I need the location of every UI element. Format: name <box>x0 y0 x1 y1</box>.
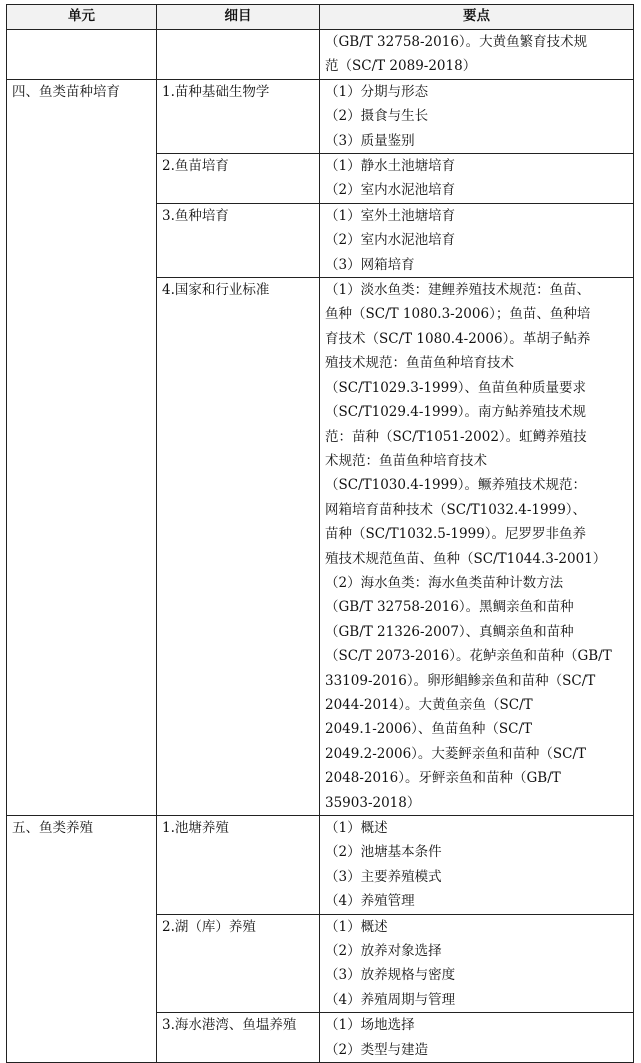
point-line: 殖技术规范：鱼苗鱼种培育技术 <box>325 355 514 372</box>
item-title: 3.鱼种培育 <box>162 207 229 224</box>
table-body <box>7 30 634 1063</box>
point-line: （3）放养规格与密度 <box>325 967 456 984</box>
points-cell <box>320 203 634 277</box>
header-item: 细目 <box>157 5 320 30</box>
item-title: 2.鱼苗培育 <box>162 158 229 175</box>
point-line: 育技术（SC/T 1080.4-2006）。革胡子鲇养 <box>325 330 591 347</box>
point-line: （2）海水鱼类：海水鱼类苗种计数方法 <box>325 574 564 591</box>
unit-cell <box>7 816 157 1063</box>
table-header-row <box>7 5 634 30</box>
point-line: （2）室内水泥池培育 <box>325 232 456 249</box>
point-line: （2）池塘基本条件 <box>325 844 442 861</box>
point-line: 网箱培育苗种技术（SC/T1032.4-1999）、 <box>325 501 587 518</box>
point-line: （1）概述 <box>325 918 388 935</box>
point-line: 术规范：鱼苗鱼种培育技术 <box>325 452 487 469</box>
item-cell <box>157 30 320 80</box>
point-line: （GB/T 21326-2007）、真鲷亲鱼和苗种 <box>325 623 574 640</box>
point-line: 苗种（SC/T1032.5-1999）。尼罗罗非鱼养 <box>325 526 587 543</box>
point-line: 鱼种（SC/T 1080.3-2006）；鱼苗、鱼种培 <box>325 306 591 323</box>
points-cell <box>320 278 634 816</box>
unit-name: 五、鱼类养殖 <box>12 820 93 836</box>
point-line: （4）养殖周期与管理 <box>325 991 456 1008</box>
point-line: （4）养殖管理 <box>325 893 415 910</box>
item-title: 3.海水港湾、鱼塭养殖 <box>162 1017 297 1034</box>
point-line: （1）概述 <box>325 820 388 836</box>
point-line: （1）分期与形态 <box>325 83 429 100</box>
header-unit: 单元 <box>7 5 157 30</box>
unit-cell <box>7 30 157 80</box>
table-row <box>7 816 634 915</box>
unit-cell <box>7 79 157 815</box>
point-line: （1）淡水鱼类：建鲤养殖技术规范：鱼苗、 <box>325 282 591 299</box>
item-cell <box>157 1013 320 1063</box>
point-line: （3）网箱培育 <box>325 256 415 273</box>
item-cell <box>157 816 320 915</box>
point-line: （3）主要养殖模式 <box>325 868 442 885</box>
point-line: 2048-2016）。牙鲆亲鱼和苗种（GB/T <box>325 770 561 787</box>
point-line: （1）静水土池塘培育 <box>325 158 456 175</box>
point-line: （2）放养对象选择 <box>325 943 442 960</box>
point-line: （2）类型与建造 <box>325 1041 429 1058</box>
header-points: 要点 <box>320 5 634 30</box>
point-line: 殖技术规范鱼苗、鱼种（SC/T1044.3-2001） <box>325 550 607 567</box>
point-line: （2）摄食与生长 <box>325 108 429 125</box>
points-cell <box>320 79 634 153</box>
point-line: （SC/T1029.3-1999）、鱼苗鱼种质量要求 <box>325 379 587 396</box>
continuation-row <box>7 30 634 80</box>
point-line: （SC/T 2073-2016）。花鲈亲鱼和苗种（GB/T <box>325 648 612 665</box>
points-cell <box>320 154 634 204</box>
item-cell <box>157 79 320 153</box>
point-line: （2）室内水泥池培育 <box>325 182 456 199</box>
point-line: 35903-2018） <box>325 794 421 811</box>
points-cell <box>320 30 634 80</box>
point-line: （SC/T1029.4-1999）。南方鲇养殖技术规 <box>325 404 587 421</box>
points-cell <box>320 1013 634 1063</box>
item-cell <box>157 203 320 277</box>
points-cell <box>320 914 634 1013</box>
item-title: 1.苗种基础生物学 <box>162 83 270 100</box>
unit-name: 四、鱼类苗种培育 <box>12 83 120 100</box>
point-line: 33109-2016）。卵形鲳鲹亲鱼和苗种（SC/T <box>325 672 596 689</box>
item-cell <box>157 154 320 204</box>
point-line: （1）场地选择 <box>325 1017 415 1034</box>
table-row <box>7 79 634 153</box>
point-line: 范（SC/T 2089-2018） <box>325 58 477 75</box>
item-title: 1.池塘养殖 <box>162 820 229 836</box>
point-line: （3）质量鉴别 <box>325 132 415 149</box>
points-cell <box>320 816 634 915</box>
point-line: （GB/T 32758-2016）。黑鲷亲鱼和苗种 <box>325 599 574 616</box>
point-line: 范：苗种（SC/T1051-2002）。虹鳟养殖技 <box>325 428 587 445</box>
syllabus-table <box>6 4 634 1063</box>
item-title: 2.湖（库）养殖 <box>162 918 256 935</box>
item-cell <box>157 278 320 816</box>
point-line: 2049.2-2006）。大菱鲆亲鱼和苗种（SC/T <box>325 745 587 762</box>
point-line: （SC/T1030.4-1999）。鳜养殖技术规范： <box>325 477 587 494</box>
point-line: （GB/T 32758-2016）。大黄鱼繁育技术规 <box>325 34 588 50</box>
item-cell <box>157 914 320 1013</box>
point-line: （1）室外土池塘培育 <box>325 207 456 224</box>
item-title: 4.国家和行业标准 <box>162 282 270 299</box>
point-line: 2044-2014）。大黄鱼亲鱼（SC/T <box>325 696 533 713</box>
point-line: 2049.1-2006）、鱼苗鱼种（SC/T <box>325 721 533 738</box>
